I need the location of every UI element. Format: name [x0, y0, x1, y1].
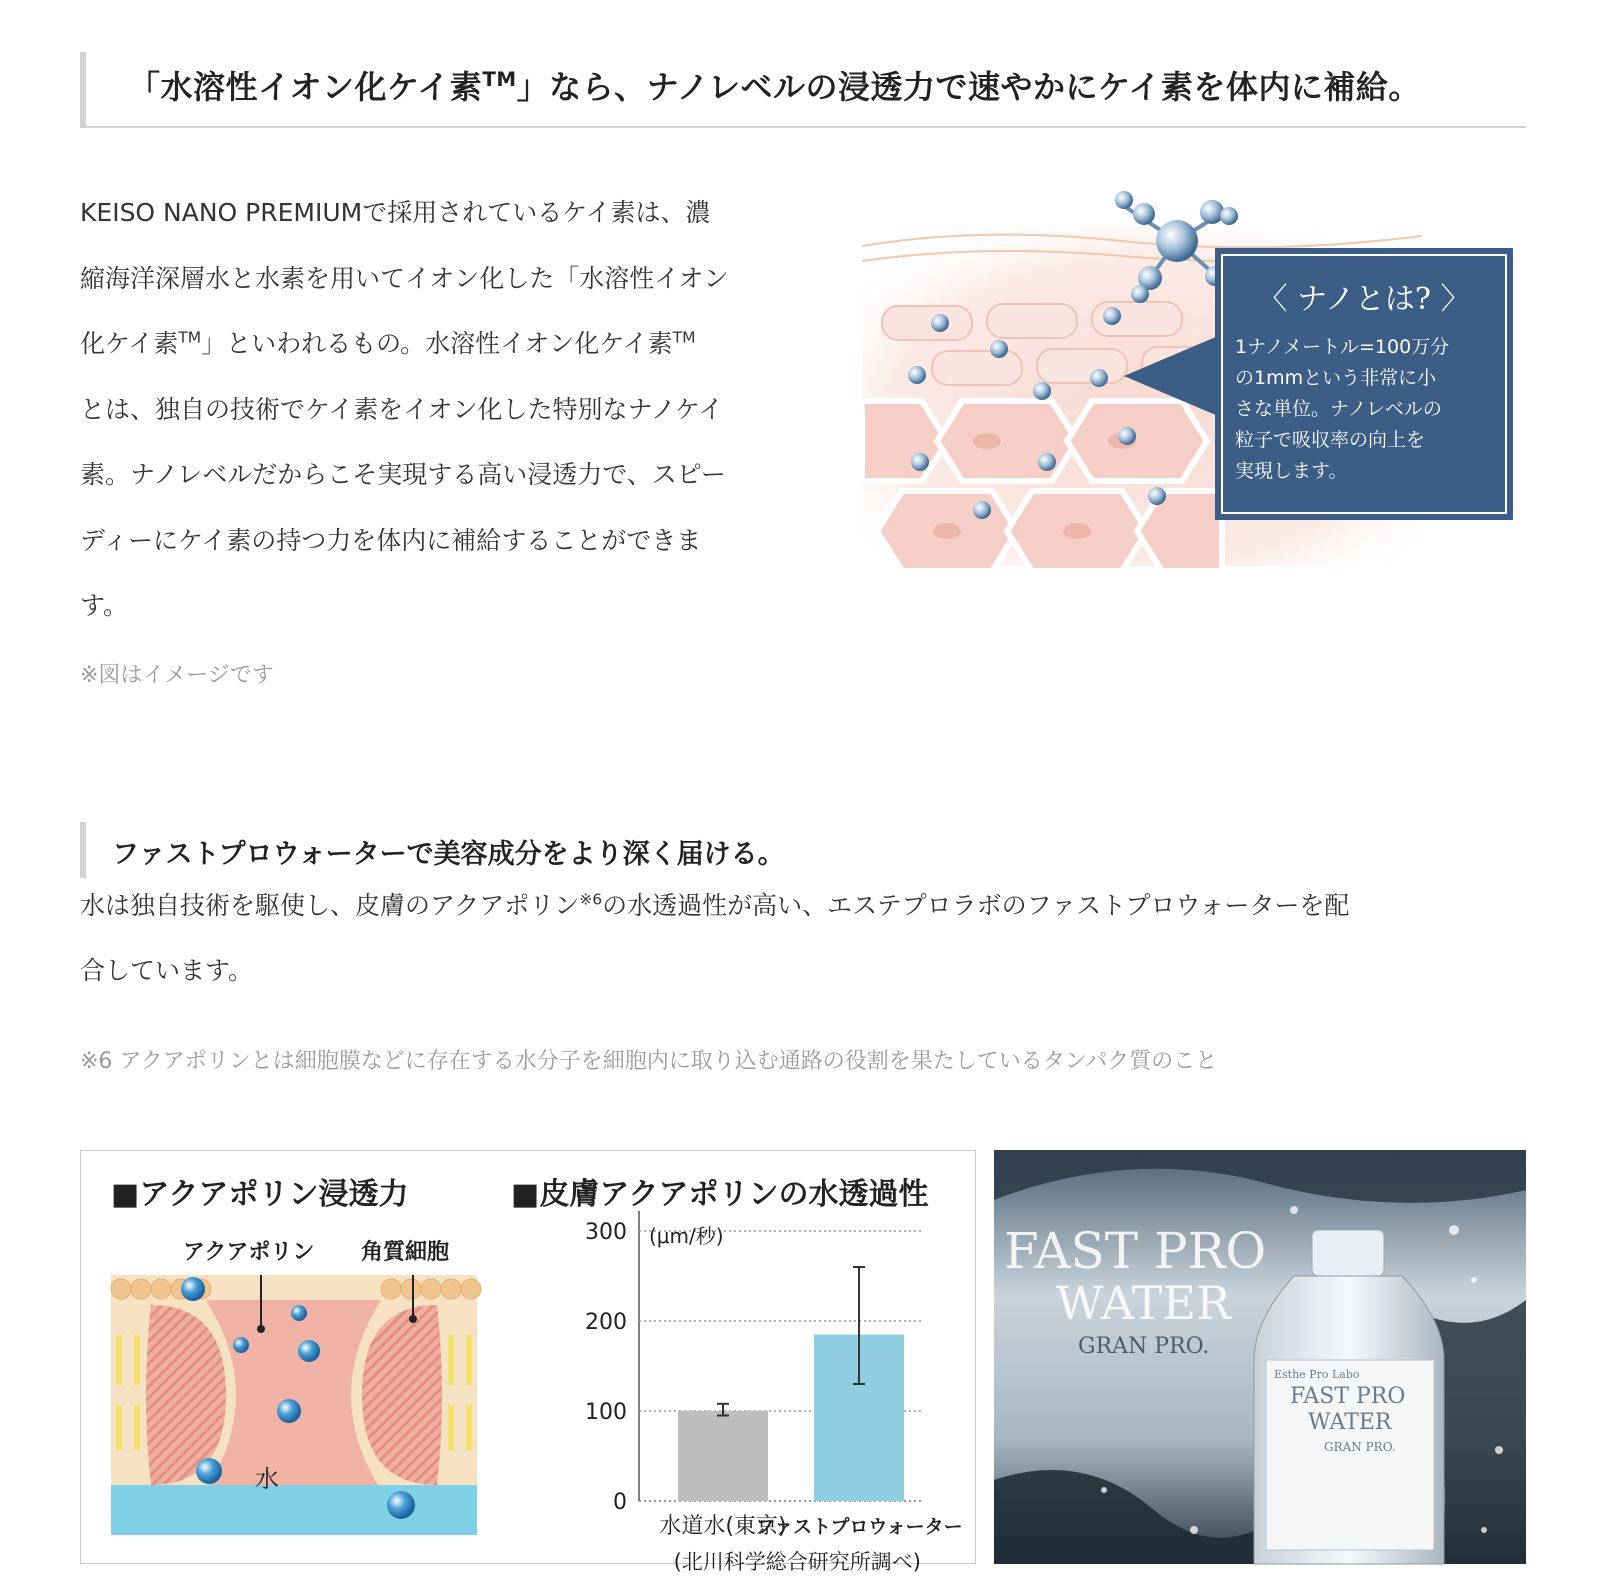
trademark-mark: TM	[178, 328, 202, 347]
nano-callout-line: 1ナノメートル=100万分	[1235, 336, 1450, 358]
section1-heading-box	[80, 52, 1526, 128]
trademark-mark: TM	[482, 68, 517, 92]
nano-callout-line: 実現します。	[1235, 460, 1348, 482]
bg-title-fast-pro: FAST PRO	[1004, 1222, 1267, 1280]
chart-title: ■皮膚アクアポリンの水透過性	[511, 1177, 929, 1212]
trademark-mark: TM	[672, 328, 696, 347]
fast-pro-water-bottle-image	[994, 1150, 1526, 1564]
section1-paragraph	[80, 192, 810, 651]
nano-illustration	[862, 186, 1526, 582]
nano-callout-box	[1215, 248, 1513, 520]
section1-heading	[128, 62, 1421, 108]
footnote-mark: ※6	[579, 890, 603, 909]
bg-title-gran-pro: GRAN PRO.	[1078, 1334, 1210, 1359]
keratinocyte-label: 角質細胞	[361, 1240, 450, 1265]
paragraph-line	[80, 886, 1550, 951]
image-note: ※図はイメージです	[80, 663, 274, 688]
paragraph-line	[80, 323, 810, 389]
water-label: 水	[255, 1465, 279, 1493]
paragraph-line: 縮海洋深層水と水素を用いてイオン化した「水溶性イオン	[80, 263, 729, 293]
bottle-label-fast-pro: FAST PRO	[1290, 1384, 1406, 1409]
section2-heading: ファストプロウォーターで美容成分をより深く届ける。	[112, 839, 785, 870]
bottle-label-gran-pro: GRAN PRO.	[1324, 1440, 1396, 1454]
water-permeability-chart	[491, 1201, 963, 1574]
bottle-label-water: WATER	[1308, 1410, 1392, 1435]
nano-callout-line: さな単位。ナノレベルの	[1235, 398, 1442, 420]
paragraph-text: 」といわれるもの。水溶性イオン化ケイ素	[201, 329, 673, 358]
product-photo	[994, 1150, 1526, 1564]
category-label: 水道水(東京)	[659, 1514, 787, 1539]
aquaporin-diagram	[111, 1275, 491, 1535]
bar	[678, 1411, 768, 1501]
y-tick-label: 200	[585, 1310, 627, 1335]
aquaporin-penetration-title: ■アクアポリン浸透力	[111, 1177, 409, 1212]
y-tick-label: 100	[585, 1400, 627, 1425]
section2-paragraph	[80, 886, 1550, 1016]
bg-title-water: WATER	[1056, 1276, 1231, 1330]
section2-heading-box	[80, 822, 785, 878]
paragraph-line: ディーにケイ素の持つ力を体内に補給することができま	[80, 525, 702, 555]
paragraph-line: 素。ナノレベルだからこそ実現する高い浸透力で、スピー	[80, 460, 726, 489]
nano-callout-line: の1mmという非常に小	[1235, 367, 1437, 389]
paragraph-text: 水は独自技術を駆使し、皮膚のアクアポリン	[80, 891, 580, 920]
source-note: (北川科学総合研究所調べ)	[673, 1550, 921, 1574]
paragraph-line: とは、独自の技術でケイ素をイオン化した特別なナノケイ	[80, 394, 724, 424]
y-tick-label: 0	[613, 1490, 627, 1515]
paragraph-text: 化ケイ素	[80, 329, 179, 358]
nano-callout-body	[1235, 332, 1493, 487]
paragraph-line: す。	[80, 591, 129, 620]
aquaporin-label: アクアポリン	[183, 1240, 315, 1265]
brand-label: Esthe Pro Labo	[1274, 1368, 1360, 1381]
category-label: ファストプロウォーター	[755, 1516, 963, 1538]
nano-callout-line: 粒子で吸収率の向上を	[1235, 429, 1426, 451]
paragraph-text: の水透過性が高い、エステプロラボのファストプロウォーターを配	[602, 891, 1350, 920]
y-tick-label: 300	[585, 1220, 627, 1245]
heading-text-pre: 「水溶性イオン化ケイ素	[128, 68, 483, 106]
paragraph-line: 合しています。	[80, 956, 254, 985]
paragraph-line: KEISO NANO PREMIUMで採用されているケイ素は、濃	[80, 198, 711, 227]
aquaporin-figure	[80, 1150, 976, 1574]
heading-text-post: 」なら、ナノレベルの浸透力で速やかにケイ素を体内に補給。	[516, 68, 1421, 106]
y-unit-label: (μm/秒)	[649, 1224, 724, 1248]
footnote-6: ※6 アクアポリンとは細胞膜などに存在する水分子を細胞内に取り込む通路の役割を果たしているタンパク質のこと	[80, 1049, 1218, 1074]
nano-callout-title: 〈 ナノとは? 〉	[1257, 282, 1471, 317]
